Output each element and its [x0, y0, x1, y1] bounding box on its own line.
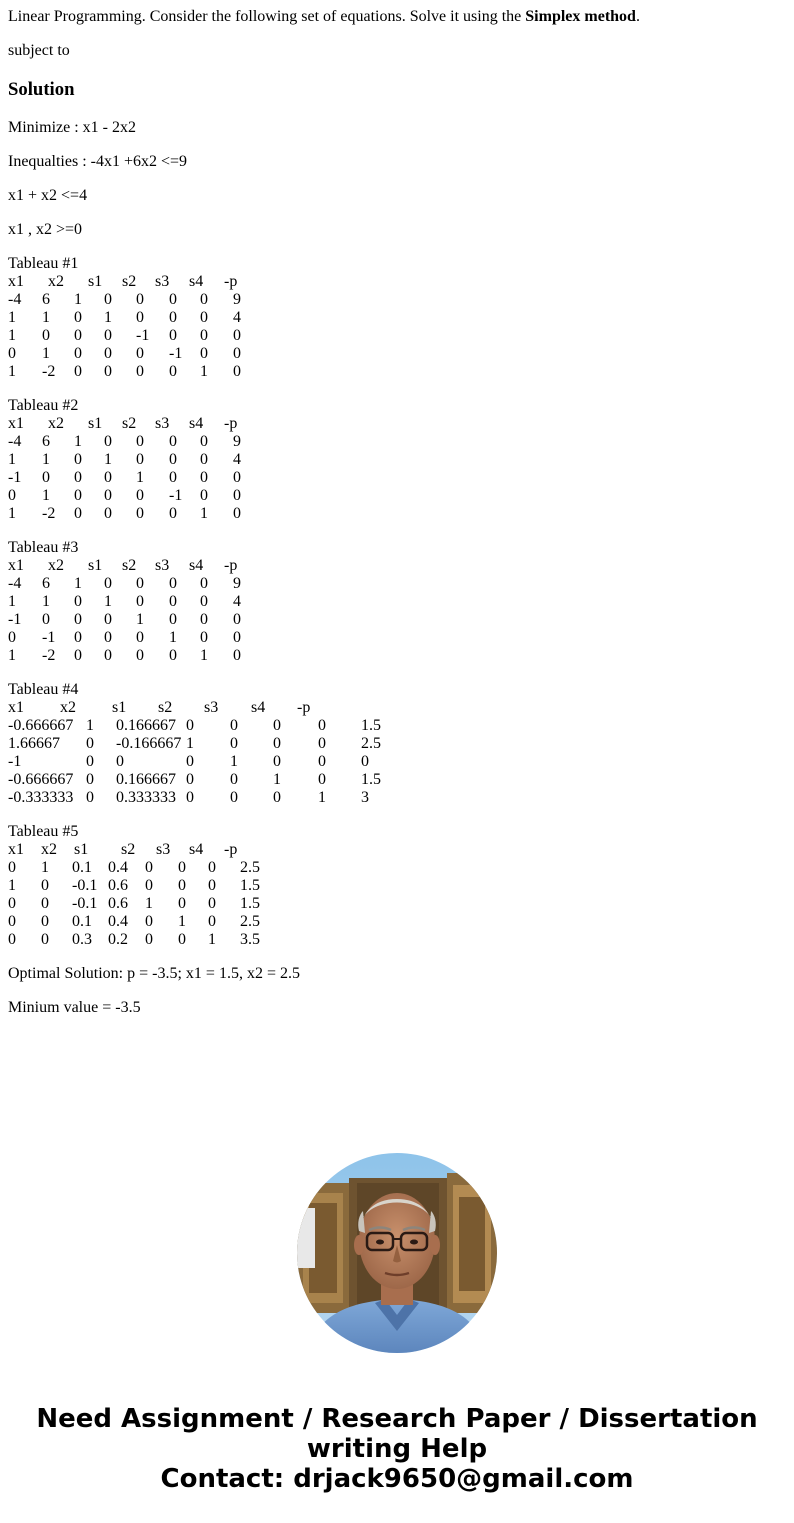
tableau-row	[8, 575, 241, 593]
tableau-header-cell: s1	[88, 273, 103, 290]
tableau-cell: 0	[136, 505, 144, 522]
problem-statement	[8, 8, 640, 26]
tableau-cell: 0.4	[108, 913, 128, 930]
tableau-cell: 4	[233, 451, 241, 468]
tableau-cell: 9	[233, 291, 241, 308]
tableau-cell: 0	[136, 487, 144, 504]
tableau-cell: 0	[273, 735, 281, 752]
tableau-cell: 2.5	[361, 735, 381, 752]
tableau-header-cell: s3	[204, 699, 219, 716]
tableau-cell: 0	[41, 877, 49, 894]
tableau-header-cell: s3	[156, 841, 171, 858]
tableau-cell: 0	[136, 433, 144, 450]
tableau-cell: 0	[136, 575, 144, 592]
tableau-header-row	[8, 415, 238, 433]
tableau-cell: 0	[200, 291, 208, 308]
tableau-header-cell: x1	[8, 415, 24, 432]
tableau-cell: 1	[136, 469, 144, 486]
tableau-cell: -0.1	[72, 895, 98, 912]
tableau-cell: 0	[186, 789, 194, 806]
tableau-cell: 0	[233, 487, 241, 504]
promo-footer	[0, 1404, 794, 1494]
tableau-cell: 1	[169, 629, 177, 646]
tableau-cell: -1	[42, 629, 56, 646]
tableau-cell: 0	[104, 345, 112, 362]
tableau-cell: 0	[178, 931, 186, 948]
tableau-cell: 0	[104, 363, 112, 380]
tableau-2	[8, 397, 241, 523]
tableau-cell: 1.5	[240, 877, 260, 894]
tableau-cell: 1	[42, 593, 50, 610]
tableau-cell: 1	[42, 451, 50, 468]
tableau-row	[8, 647, 241, 665]
tableau-cell: -1	[169, 345, 183, 362]
tableau-header-cell: s1	[74, 841, 89, 858]
tableau-cell: 4	[233, 309, 241, 326]
tableau-cell: 9	[233, 575, 241, 592]
tableau-cell: 0	[74, 629, 82, 646]
tableau-cell: 0	[200, 575, 208, 592]
tableau-cell: 0	[178, 895, 186, 912]
tableau-cell: 0	[208, 859, 216, 876]
tableau-cell: 1	[104, 451, 112, 468]
tableau-cell: 1	[230, 753, 238, 770]
tableau-cell: 0	[42, 469, 50, 486]
tableau-cell: 0	[104, 487, 112, 504]
tableau-header-cell: s1	[88, 557, 103, 574]
tableau-cell: 0	[178, 877, 186, 894]
nonnegativity-line: x1 , x2 >=0	[8, 221, 83, 238]
tableau-header-cell: x1	[8, 699, 24, 716]
tableau-cell: 0	[318, 771, 326, 788]
tableau-row	[8, 753, 369, 771]
objective-line: Minimize : x1 - 2x2	[8, 119, 136, 136]
tableau-cell: 1	[86, 717, 94, 734]
tableau-cell: 0	[200, 345, 208, 362]
tableau-cell: 0	[42, 611, 50, 628]
tableau-cell: 1.5	[361, 717, 381, 734]
tableau-cell: 0	[186, 753, 194, 770]
tableau-cell: 1	[200, 647, 208, 664]
tableau-cell: 0	[200, 469, 208, 486]
tableau-cell: 0	[136, 647, 144, 664]
tableau-cell: 0	[74, 345, 82, 362]
tableau-header-cell: x2	[48, 273, 64, 290]
tableau-cell: 0	[233, 611, 241, 628]
tableau-cell: 0	[200, 451, 208, 468]
tableau-header-cell: x1	[8, 557, 24, 574]
tableau-cell: 0	[74, 593, 82, 610]
tableau-cell: 0	[86, 735, 94, 752]
tableau-row	[8, 895, 260, 913]
tableau-row	[8, 717, 381, 735]
tableau-5	[8, 823, 260, 949]
tableau-header-cell: -p	[297, 699, 311, 716]
tableau-cell: 0	[145, 859, 153, 876]
tableau-row	[8, 735, 381, 753]
tableau-cell: 0.3	[72, 931, 92, 948]
optimal-solution-line: Optimal Solution: p = -3.5; x1 = 1.5, x2 = 2.5	[8, 965, 300, 982]
tableau-cell: -1	[8, 753, 22, 770]
tableau-title: Tableau #5	[8, 823, 79, 840]
tableau-cell: -0.666667	[8, 771, 74, 788]
tableau-cell: 6	[42, 575, 50, 592]
tableau-cell: 0	[41, 931, 49, 948]
tableau-cell: 0	[8, 345, 16, 362]
tableau-cell: 0	[273, 753, 281, 770]
tableau-cell: 0	[233, 505, 241, 522]
tableau-header-cell: s2	[122, 415, 137, 432]
tableau-header-row	[8, 699, 311, 717]
tableau-header-cell: -p	[224, 841, 238, 858]
tableau-cell: 1	[200, 363, 208, 380]
tableau-cell: 0	[233, 647, 241, 664]
tableau-row	[8, 859, 260, 877]
tableau-cell: 0	[74, 469, 82, 486]
tableau-header-cell: s4	[189, 841, 204, 858]
tableau-header-row	[8, 273, 238, 291]
tableau-cell: 0	[318, 735, 326, 752]
tableau-cell: 4	[233, 593, 241, 610]
tableau-cell: 0	[200, 309, 208, 326]
tableau-header-cell: s2	[122, 557, 137, 574]
tableau-header-cell: x2	[48, 557, 64, 574]
tableau-cell: 0	[318, 753, 326, 770]
tableau-cell: 0.4	[108, 859, 128, 876]
tableau-header-cell: s3	[155, 557, 170, 574]
tableau-row	[8, 433, 241, 451]
tableau-cell: 0	[200, 629, 208, 646]
tableau-cell: -1	[169, 487, 183, 504]
tableau-cell: 6	[42, 291, 50, 308]
tableau-cell: 0	[136, 345, 144, 362]
tableau-cell: 2.5	[240, 913, 260, 930]
tableau-header-cell: -p	[224, 557, 238, 574]
tableau-cell: 0	[104, 611, 112, 628]
tableau-cell: 0	[178, 859, 186, 876]
tableau-cell: 1	[136, 611, 144, 628]
tableau-cell: 1	[42, 487, 50, 504]
tableau-cell: 0	[74, 611, 82, 628]
tableau-cell: 1	[8, 647, 16, 664]
tableau-cell: 0	[169, 505, 177, 522]
intro-text: Linear Programming. Consider the following set of equations. Solve it using the	[8, 8, 526, 25]
tableau-cell: 0	[74, 487, 82, 504]
tableau-header-cell: x2	[41, 841, 57, 858]
solution-heading: Solution	[8, 79, 75, 100]
tableau-cell: 1	[104, 309, 112, 326]
tableau-header-cell: s3	[155, 273, 170, 290]
tableau-row	[8, 629, 241, 647]
portrait-image	[297, 1153, 497, 1353]
tableau-row	[8, 931, 260, 949]
author-photo	[297, 1153, 497, 1353]
tableau-cell: 0	[200, 327, 208, 344]
tableau-header-cell: s4	[189, 273, 204, 290]
tableau-4	[8, 681, 381, 807]
tableau-cell: 1	[178, 913, 186, 930]
tableau-row	[8, 469, 241, 487]
tableau-cell: 0	[169, 291, 177, 308]
tableau-title: Tableau #4	[8, 681, 79, 698]
tableau-header-cell: s4	[251, 699, 266, 716]
tableau-cell: -4	[8, 433, 22, 450]
tableau-cell: 0	[169, 327, 177, 344]
tableau-row	[8, 611, 241, 629]
tableau-cell: 0	[169, 647, 177, 664]
tableau-cell: 0	[8, 931, 16, 948]
tableau-cell: 6	[42, 433, 50, 450]
tableau-cell: -0.166667	[116, 735, 182, 752]
tableau-cell: -1	[8, 469, 22, 486]
tableau-cell: 0	[8, 487, 16, 504]
tableau-row	[8, 345, 241, 363]
tableau-cell: 0	[145, 913, 153, 930]
tableau-cell: 0	[104, 327, 112, 344]
tableau-header-cell: x1	[8, 841, 24, 858]
tableau-cell: 0	[104, 629, 112, 646]
tableau-cell: 0	[8, 859, 16, 876]
tableau-cell: 0	[169, 309, 177, 326]
tableau-title: Tableau #1	[8, 255, 79, 272]
tableau-cell: 0	[230, 735, 238, 752]
tableau-header-cell: s2	[158, 699, 173, 716]
tableau-header-cell: s1	[112, 699, 127, 716]
tableau-cell: 0	[230, 717, 238, 734]
tableau-cell: 1	[104, 593, 112, 610]
tableau-cell: 0	[136, 629, 144, 646]
tableau-cell: 1	[8, 505, 16, 522]
tableau-cell: 0	[136, 309, 144, 326]
tableau-header-cell: s2	[121, 841, 136, 858]
tableau-row	[8, 363, 241, 381]
tableau-cell: 0	[200, 593, 208, 610]
tableau-cell: 0	[233, 469, 241, 486]
tableau-title: Tableau #3	[8, 539, 79, 556]
tableau-cell: 0	[145, 877, 153, 894]
tableau-cell: -0.333333	[8, 789, 74, 806]
tableau-cell: -1	[8, 611, 22, 628]
tableau-header-cell: s4	[189, 415, 204, 432]
tableau-cell: 0	[169, 593, 177, 610]
tableau-cell: 0	[104, 469, 112, 486]
tableau-cell: 3	[361, 789, 369, 806]
tableau-row	[8, 487, 241, 505]
tableau-row	[8, 327, 241, 345]
tableau-cell: 1	[8, 451, 16, 468]
tableau-header-cell: s4	[189, 557, 204, 574]
tableau-cell: 0	[104, 291, 112, 308]
tableau-row	[8, 771, 381, 789]
tableau-cell: 0	[104, 575, 112, 592]
tableau-cell: 0	[169, 451, 177, 468]
tableau-cell: 1	[42, 309, 50, 326]
tableau-header-cell: x2	[48, 415, 64, 432]
tableau-cell: 0.1	[72, 913, 92, 930]
tableau-cell: 0	[233, 363, 241, 380]
tableau-cell: 9	[233, 433, 241, 450]
simplex-method-bold: Simplex method	[525, 8, 636, 25]
tableau-cell: 0	[136, 363, 144, 380]
tableau-cell: 0.166667	[116, 717, 176, 734]
tableau-cell: 1	[41, 859, 49, 876]
tableau-cell: 1.66667	[8, 735, 60, 752]
tableau-cell: -0.666667	[8, 717, 74, 734]
tableau-cell: 0	[74, 505, 82, 522]
tableau-cell: 0	[116, 753, 124, 770]
tableau-cell: 0	[169, 469, 177, 486]
tableau-row	[8, 789, 369, 807]
tableau-cell: 0	[104, 647, 112, 664]
tableau-cell: 0	[74, 309, 82, 326]
tableau-row	[8, 309, 241, 327]
tableau-cell: 0	[208, 913, 216, 930]
tableau-cell: 1	[186, 735, 194, 752]
tableau-cell: 0	[8, 913, 16, 930]
tableau-cell: 0	[42, 327, 50, 344]
tableau-header-cell: -p	[224, 415, 238, 432]
tableau-cell: 0	[233, 345, 241, 362]
tableau-cell: 0	[208, 877, 216, 894]
tableau-header-row	[8, 557, 238, 575]
tableau-cell: 0.2	[108, 931, 128, 948]
tableau-cell: 0	[136, 451, 144, 468]
tableau-cell: 0	[41, 895, 49, 912]
promo-line-2: writing Help	[306, 1434, 488, 1464]
promo-line-1: Need Assignment / Research Paper / Dissertation	[36, 1404, 758, 1434]
tableau-cell: 2.5	[240, 859, 260, 876]
tableau-cell: 0.6	[108, 877, 128, 894]
tableau-cell: 0	[86, 789, 94, 806]
tableau-cell: 0	[145, 931, 153, 948]
tableau-cell: -4	[8, 575, 22, 592]
tableau-cell: 0	[273, 717, 281, 734]
tableau-cell: -0.1	[72, 877, 98, 894]
tableau-cell: 3.5	[240, 931, 260, 948]
minimum-value-line: Minium value = -3.5	[8, 999, 141, 1016]
tableau-cell: 0	[169, 363, 177, 380]
tableau-header-cell: s2	[122, 273, 137, 290]
tableau-cell: 0	[208, 895, 216, 912]
tableau-cell: 0	[230, 789, 238, 806]
tableau-cell: 0	[186, 717, 194, 734]
tableau-header-cell: s1	[88, 415, 103, 432]
tableau-cell: 0	[200, 487, 208, 504]
tableau-cell: 1	[8, 363, 16, 380]
tableau-cell: 0	[318, 717, 326, 734]
tableau-cell: 0	[233, 629, 241, 646]
tableau-cell: 0.166667	[116, 771, 176, 788]
tableau-row	[8, 451, 241, 469]
contact-line: Contact: drjack9650@gmail.com	[160, 1464, 634, 1494]
tableau-cell: 0	[273, 789, 281, 806]
tableau-cell: 0	[233, 327, 241, 344]
tableau-row	[8, 877, 260, 895]
tableau-3	[8, 539, 241, 665]
tableau-cell: -4	[8, 291, 22, 308]
tableau-cell: 0	[200, 433, 208, 450]
tableau-1	[8, 255, 241, 381]
tableau-cell: 0	[104, 505, 112, 522]
tableau-cell: 0	[74, 327, 82, 344]
tableau-cell: 0	[136, 593, 144, 610]
tableau-cell: 0	[104, 433, 112, 450]
tableau-cell: 0	[8, 895, 16, 912]
tableau-row	[8, 505, 241, 523]
tableau-cell: 0	[361, 753, 369, 770]
tableau-header-row	[8, 841, 238, 859]
tableau-cell: 0	[74, 647, 82, 664]
tableau-cell: 0	[186, 771, 194, 788]
tableau-cell: 0	[86, 753, 94, 770]
tableau-cell: 0	[169, 433, 177, 450]
tableau-cell: -2	[42, 505, 56, 522]
tableau-cell: 0	[230, 771, 238, 788]
tableau-cell: 1	[42, 345, 50, 362]
tableau-cell: 0	[169, 611, 177, 628]
inequality-line: Inequalties : -4x1 +6x2 <=9	[8, 153, 188, 170]
tableau-cell: 1	[200, 505, 208, 522]
tableau-row	[8, 913, 260, 931]
tableau-cell: 1	[273, 771, 281, 788]
tableau-cell: 0.6	[108, 895, 128, 912]
tableau-cell: 1	[8, 877, 16, 894]
tableau-cell: 1.5	[240, 895, 260, 912]
tableau-cell: 0	[136, 291, 144, 308]
tableau-row	[8, 291, 241, 309]
tableau-cell: 0	[86, 771, 94, 788]
tableau-cell: 0.1	[72, 859, 92, 876]
tableau-cell: -2	[42, 647, 56, 664]
tableau-header-cell: x1	[8, 273, 24, 290]
tableau-cell: 1	[145, 895, 153, 912]
tableau-cell: 0	[74, 363, 82, 380]
tableau-cell: 1	[208, 931, 216, 948]
tableau-cell: 0	[41, 913, 49, 930]
tableau-header-cell: x2	[60, 699, 76, 716]
tableau-cell: 1	[74, 433, 82, 450]
tableau-cell: 1	[74, 291, 82, 308]
tableau-cell: -1	[136, 327, 150, 344]
tableau-row	[8, 593, 241, 611]
tableau-cell: 1	[318, 789, 326, 806]
tableau-cell: 0	[8, 629, 16, 646]
tableau-cell: -2	[42, 363, 56, 380]
subject-to-text: subject to	[8, 42, 70, 59]
tableau-title: Tableau #2	[8, 397, 79, 414]
tableau-cell: 1	[8, 309, 16, 326]
tableau-cell: 1	[74, 575, 82, 592]
tableau-cell: 0	[200, 611, 208, 628]
intro-period: .	[635, 8, 640, 25]
tableau-cell: 0.333333	[116, 789, 176, 806]
tableau-cell: 0	[74, 451, 82, 468]
tableau-header-cell: s3	[155, 415, 170, 432]
tableau-header-cell: -p	[224, 273, 238, 290]
tableau-cell: 0	[169, 575, 177, 592]
tableau-cell: 1	[8, 327, 16, 344]
constraint-line: x1 + x2 <=4	[8, 187, 88, 204]
tableau-cell: 1.5	[361, 771, 381, 788]
tableau-cell: 1	[8, 593, 16, 610]
